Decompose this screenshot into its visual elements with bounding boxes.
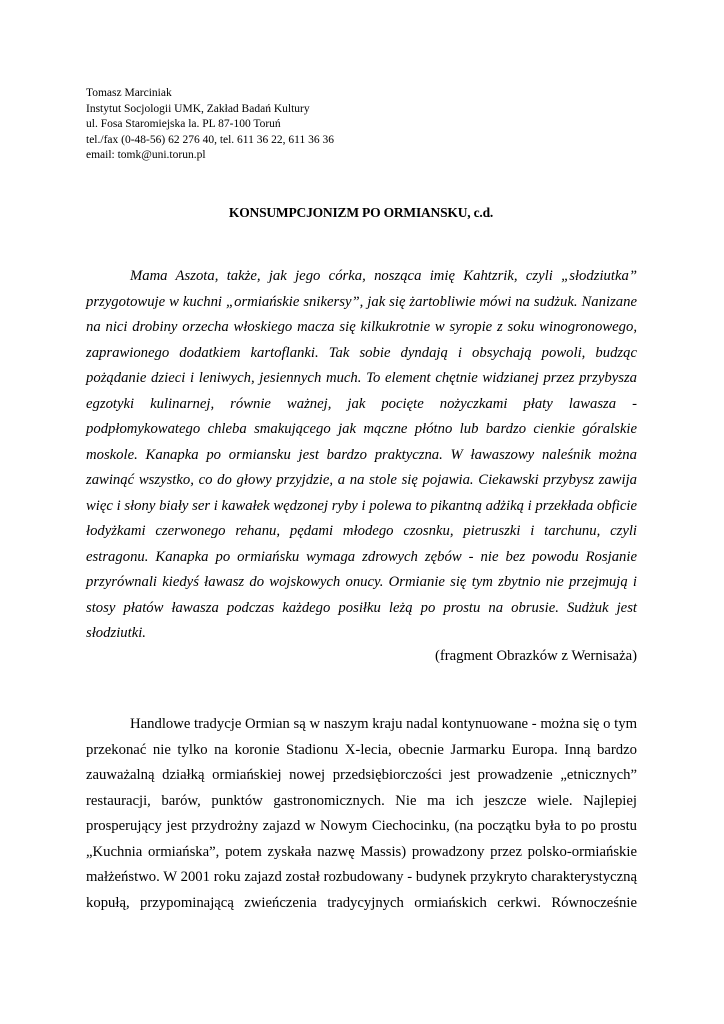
quote-line: moskole. Kanapka po ormiansku jest bardzo praktyczna. W ławaszowy naleśnik można xyxy=(86,446,637,463)
quote-attribution: (fragment Obrazków z Wernisaża) xyxy=(434,648,637,664)
author-email: email: tomk@uni.torun.pl xyxy=(86,149,206,161)
quote-line: stosy płatów ławasza podczas każdego posiłku leżą po prostu na obrusie. Sudżuk jest xyxy=(86,599,637,616)
quote-line: estragonu. Kanapka po ormiańsku wymaga zdrowych zębów - nie bez powodu Rosjanie xyxy=(86,548,637,565)
quote-line: przygotowuje w kuchni „ormiańskie snikersy”, jak się żartobliwie mówi na sudżuk. Nanizane xyxy=(86,293,637,310)
body-line: przekonać nie tylko na koronie Stadionu X-lecia, obecnie Jarmarku Europa. Inną bardzo xyxy=(86,741,637,758)
quote-line: więc i słony biały ser i kawałek wędzonej ryby i polewa to pikantną adżiką i przekłada obficie xyxy=(86,497,637,514)
quote-line: zaprawionego dodatkiem kartoflanki. Tak sobie dyndają i obsychają powoli, budząc xyxy=(86,344,637,361)
body-paragraph xyxy=(86,712,637,916)
author-name: Tomasz Marciniak xyxy=(86,87,172,99)
document-title: KONSUMPCJONIZM PO ORMIANSKU, c.d. xyxy=(228,205,494,220)
quote-line: przyrównali kiedyś ławasz do wojskowych onucy. Ormianie się tym zbytnio nie przejmują i xyxy=(86,574,637,590)
quote-line: Mama Aszota, także, jak jego córka, nosząca imię Kahtzrik, czyli „słodziutka” xyxy=(130,268,637,284)
quote-line: zawinąć wszystko, co do głowy przyjdzie, a na stole się pojawia. Ciekawski przybysz zawija xyxy=(86,472,637,488)
body-line: prosperujący jest przydrożny zajazd w Nowym Ciechocinku, (na początku była to po prostu xyxy=(86,818,637,834)
body-line: kopułą, przypominającą zwieńczenia tradycyjnych ormiańskich cerkwi. Równocześnie xyxy=(86,894,637,911)
body-line: „Kuchnia ormiańska”, potem zyskała nazwę Massis) prowadzony przez polsko-ormiańskie xyxy=(86,843,637,860)
body-line: małżeństwo. W 2001 roku zajazd został rozbudowany - budynek przykryto charakterystyczną xyxy=(86,869,637,885)
author-header xyxy=(86,86,646,164)
author-institute: Instytut Socjologii UMK, Zakład Badań Kultury xyxy=(86,102,310,115)
quote-line: łodyżkami czerwonego rehanu, pędami młodego czosnku, pietruszki i tarchunu, czyli xyxy=(86,523,637,539)
quote-line: egzotyki kulinarnej, równie ważnej, jak pocięte nożyczkami płaty lawasza - xyxy=(86,395,637,412)
body-line: zauważalną działką ormiańskiej nowej przedsiębiorczości jest prowadzenie „etnicznych” xyxy=(86,767,637,783)
author-phone: tel./fax (0-48-56) 62 276 40, tel. 611 36 22, 611 36 36 xyxy=(86,133,334,146)
author-address: ul. Fosa Staromiejska la. PL 87-100 Toruń xyxy=(86,118,281,130)
body-line: restauracji, barów, punktów gastronomicznych. Nie ma ich jeszcze wiele. Najlepiej xyxy=(86,792,637,809)
quote-line: podpłomykowatego chleba smakującego jak mączne płótno lub bardzo cienkie góralskie xyxy=(86,421,637,437)
body-line: Handlowe tradycje Ormian są w naszym kraju nadal kontynuowane - można się o tym xyxy=(130,716,637,732)
quote-line: pożądanie dzieci i leniwych, jesiennych much. To element chętnie widzianej przez przybysza xyxy=(86,370,637,386)
quote-line: na nici drobiny orzecha włoskiego macza się kilkukrotnie w syropie z soku winogronowego, xyxy=(86,319,637,335)
quote-paragraph xyxy=(86,264,637,647)
quote-line: słodziutki. xyxy=(86,625,146,641)
